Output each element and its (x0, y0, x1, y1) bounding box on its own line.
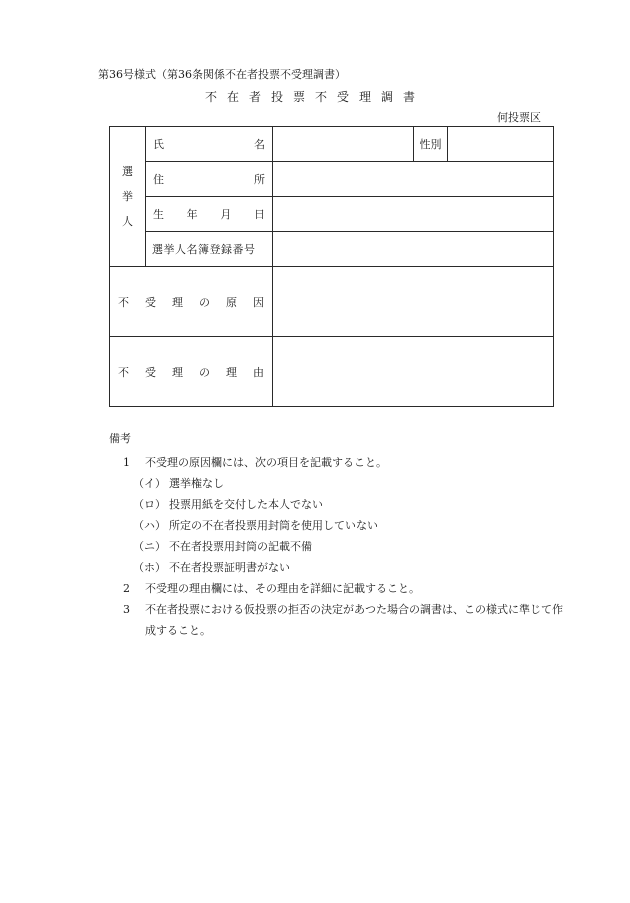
label-char: 理 (226, 365, 237, 379)
subitem-mark: （イ） (133, 477, 166, 490)
remark-number: 3 (123, 603, 130, 616)
subitem-mark: （ロ） (133, 498, 166, 511)
remark-subitem (109, 557, 569, 578)
remark-item (109, 599, 569, 641)
birthdate-row (110, 197, 554, 232)
remark-subitem (109, 473, 569, 494)
birthdate-field[interactable] (273, 197, 554, 232)
voter-label-char: 人 (122, 215, 133, 228)
label-char: 年 (186, 208, 198, 221)
label-char: 生 (153, 208, 164, 221)
label-char: 理 (172, 295, 183, 309)
remark-subitem (109, 494, 569, 515)
voter-label (110, 127, 146, 267)
subitem-text: 投票用紙を交付した本人でない (169, 498, 323, 511)
report-form-table (109, 126, 554, 407)
remark-subitem (109, 536, 569, 557)
label-char: 名 (254, 138, 265, 151)
registry-number-field[interactable] (273, 232, 554, 267)
registry-number-label-text: 選挙人名簿登録番号 (152, 243, 256, 256)
label-char: 氏 (153, 138, 164, 151)
rejection-cause-field[interactable] (273, 267, 554, 337)
remark-subitem (109, 515, 569, 536)
remarks-heading: 備考 (109, 432, 131, 445)
remark-item (109, 452, 569, 473)
rejection-reason-field[interactable] (273, 337, 554, 407)
subitem-mark: （ニ） (133, 540, 166, 553)
subitem-text: 選挙権なし (169, 477, 224, 490)
document-title: 不在者投票不受理調書 (204, 90, 425, 104)
gender-field[interactable] (448, 127, 554, 162)
label-char: の (199, 365, 210, 379)
label-char: 不 (118, 365, 129, 379)
remark-item (109, 578, 569, 599)
remark-text: 不在者投票における仮投票の拒否の決定があつた場合の調書は、この様式に準じて作成すること。 (145, 603, 563, 637)
subitem-text: 不在者投票用封筒の記載不備 (169, 540, 312, 553)
rejection-reason-label (110, 337, 273, 407)
label-char: 不 (118, 295, 129, 309)
label-char: 受 (145, 295, 156, 309)
subitem-text: 不在者投票証明書がない (169, 561, 290, 574)
name-field[interactable] (273, 127, 414, 162)
remark-number: 2 (123, 582, 130, 595)
remark-number: 1 (123, 456, 130, 469)
label-char: の (199, 295, 210, 309)
form-number: 第36号様式（第36条関係不在者投票不受理調書） (98, 68, 346, 81)
subitem-text: 所定の不在者投票用封筒を使用していない (169, 519, 378, 532)
label-char: 理 (172, 365, 183, 379)
registry-row (110, 232, 554, 267)
subitem-mark: （ハ） (133, 519, 166, 532)
polling-district: 何投票区 (497, 111, 541, 124)
name-label (146, 127, 273, 162)
label-char: 日 (253, 208, 265, 221)
label-char: 因 (253, 295, 264, 309)
address-field[interactable] (273, 162, 554, 197)
label-char: 住 (153, 173, 164, 186)
label-char: 所 (254, 173, 265, 186)
label-char: 原 (226, 295, 237, 309)
address-label (146, 162, 273, 197)
address-row (110, 162, 554, 197)
cause-row (110, 267, 554, 337)
voter-label-char: 挙 (122, 190, 133, 203)
label-char: 月 (220, 208, 232, 221)
remarks-section (109, 430, 569, 641)
birthdate-label (146, 197, 273, 232)
subitem-mark: （ホ） (133, 561, 166, 574)
rejection-cause-label (110, 267, 273, 337)
reason-row (110, 337, 554, 407)
registry-number-label (146, 232, 273, 267)
label-char: 受 (145, 365, 156, 379)
label-char: 由 (253, 365, 264, 379)
remark-text: 不受理の理由欄には、その理由を詳細に記載すること。 (145, 582, 420, 595)
gender-label: 性別 (414, 127, 448, 162)
voter-label-char: 選 (122, 165, 133, 178)
remark-text: 不受理の原因欄には、次の項目を記載すること。 (145, 456, 387, 469)
name-row (110, 127, 554, 162)
